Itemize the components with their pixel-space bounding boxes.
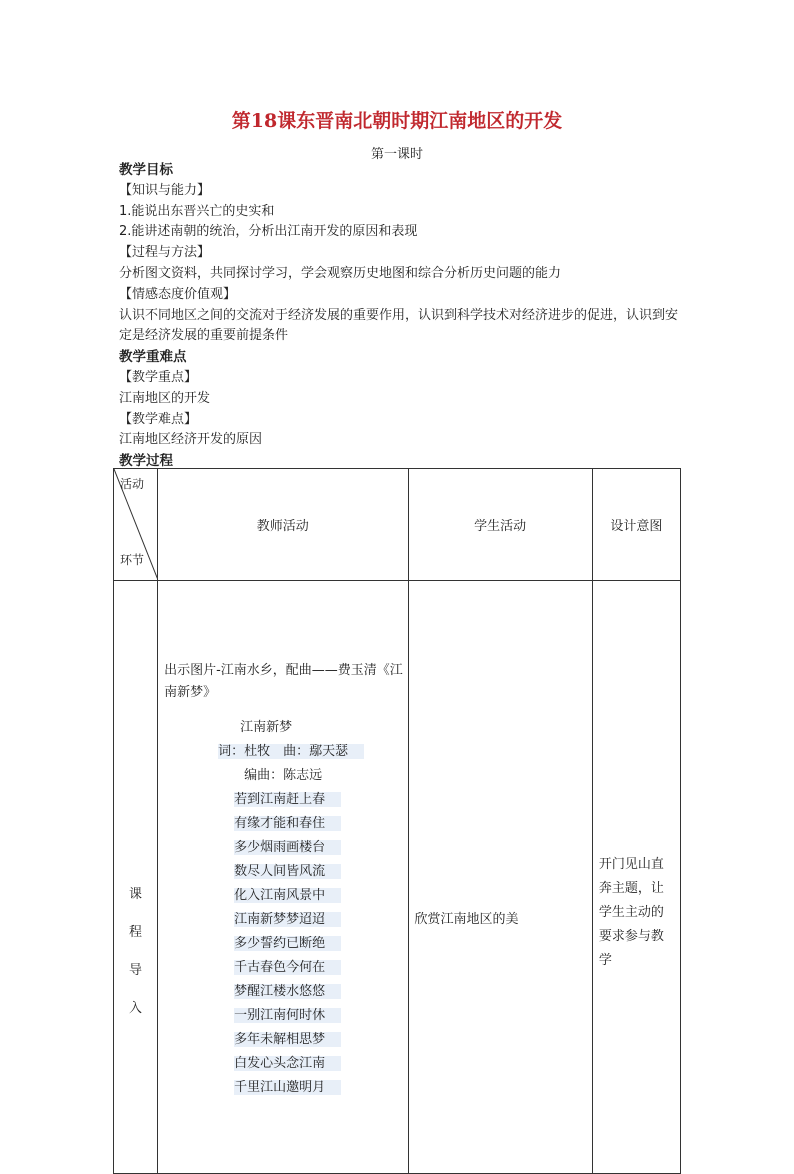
procedure-table [113,468,681,1174]
poem-credit: 词：杜牧 曲：鄢天瑟 [218,744,364,759]
difficulty-text: 江南地区经济开发的原因 [119,432,263,448]
poem-line: 有缘才能和春住 [234,812,403,836]
key-points-heading: 教学重难点 [119,349,187,366]
design-intent-cell: 开门见山直奔主题，让学生主动的要求参与教学 [592,581,680,1174]
corner-label-activity: 活动 [120,477,145,491]
knowledge-heading: 【知识与能力】 [119,182,211,198]
header-student: 学生活动 [408,469,592,581]
header-intent: 设计意图 [592,469,680,581]
poem-line: 若到江南赶上春 [234,788,403,812]
poem-line: 白发心头念江南 [234,1052,403,1076]
row-label-cell [114,581,158,1174]
poem-line: 多少烟雨画楼台 [234,836,403,860]
poem-line: 多年未解相思梦 [234,1028,403,1052]
row-label: 课 程 导 入 [129,887,143,1016]
lesson-body [119,160,689,472]
procedure-heading: 教学过程 [119,453,173,470]
poem-line: 千古春色今何在 [234,956,403,980]
header-teacher: 教师活动 [158,469,408,581]
knowledge-item-2: 2.能讲述南朝的统治，分析出江南开发的原因和表现 [119,224,418,240]
focus-heading: 【教学重点】 [119,369,198,385]
knowledge-item-1: 1.能说出东晋兴亡的史实和 [119,203,275,219]
attitude-text: 认识不同地区之间的交流对于经济发展的重要作用，认识到科学技术对经济进步的促进，认识到安定是经济发展的重要前提条件 [119,307,679,344]
poem-line: 化入江南风景中 [234,884,403,908]
poem-line: 一别江南何时休 [234,1004,403,1028]
student-activity-cell: 欣赏江南地区的美 [408,581,592,1174]
poem-lines [234,788,403,1100]
poem-arranger: 编曲：陈志远 [244,768,323,783]
poem-line: 数尽人间皆风流 [234,860,403,884]
poem-line: 多少誓约已断绝 [234,932,403,956]
process-heading: 【过程与方法】 [119,245,211,261]
process-text: 分析图文资料，共同探讨学习，学会观察历史地图和综合分析历史问题的能力 [119,265,562,281]
poem-line: 江南新梦梦迢迢 [234,908,403,932]
goals-heading: 教学目标 [119,162,173,178]
corner-cell [114,469,158,581]
teacher-activity-cell [158,581,408,1174]
poem-title: 江南新梦 [240,720,293,735]
page-subtitle: 第一课时 [370,147,423,162]
teacher-intro: 出示图片-江南水乡，配曲——费玉清《江南新梦》 [164,663,403,700]
poem [164,716,403,1100]
poem-line: 梦醒江楼水悠悠 [234,980,403,1004]
table-header-row [114,469,681,581]
table-row [114,581,681,1174]
poem-line: 千里江山邀明月 [234,1076,403,1100]
corner-label-stage: 环节 [120,553,145,567]
difficulty-heading: 【教学难点】 [119,411,198,427]
page-title: 第18课东晋南北朝时期江南地区的开发 [231,110,563,132]
focus-text: 江南地区的开发 [119,390,211,406]
attitude-heading: 【情感态度价值观】 [119,286,237,302]
